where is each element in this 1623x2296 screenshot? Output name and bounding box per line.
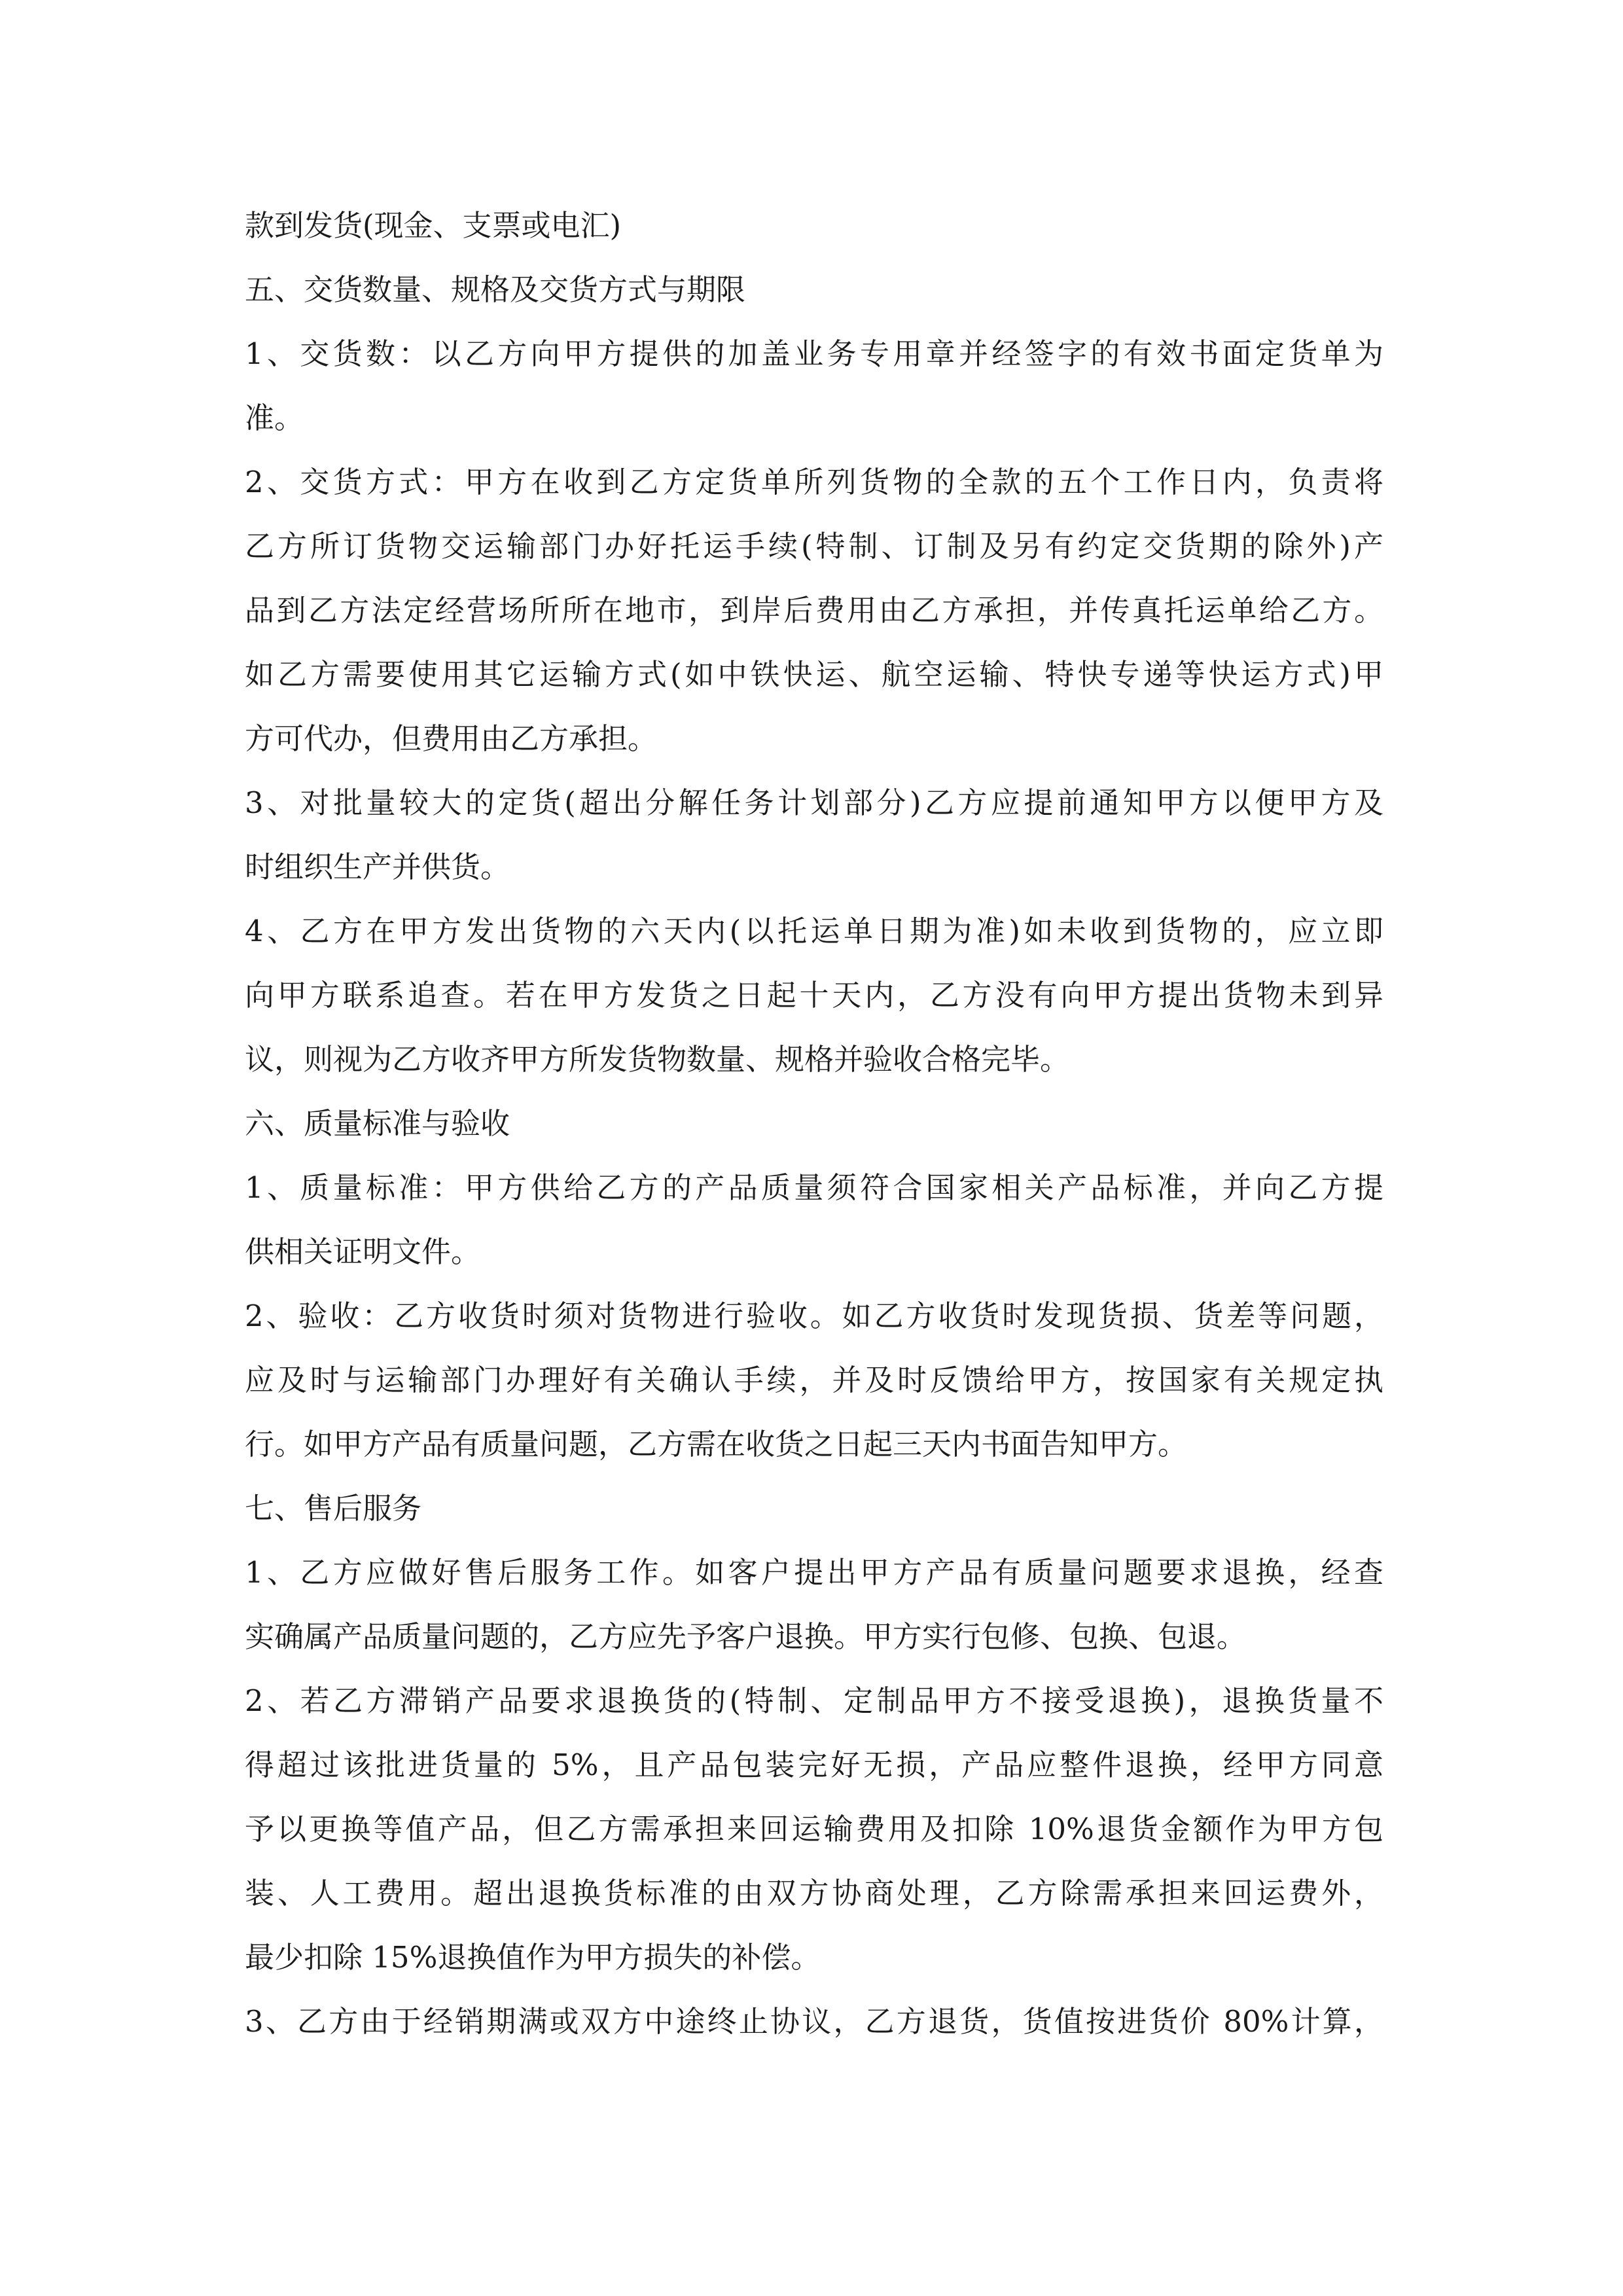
paragraph-line: 准。 — [245, 401, 304, 435]
paragraph-line: 3、乙方由于经销期满或双方中途终止协议，乙方退货，货值按进货价 80%计算， — [245, 2004, 1383, 2039]
paragraph-line: 1、乙方应做好售后服务工作。如客户提出甲方产品有质量问题要求退换，经查 — [245, 1555, 1383, 1590]
paragraph-line: 行。如甲方产品有质量问题，乙方需在收货之日起三天内书面告知甲方。 — [245, 1427, 1188, 1462]
section-heading: 六、质量标准与验收 — [245, 1106, 510, 1141]
paragraph-line: 得超过该批进货量的 5%，且产品包装完好无损，产品应整件退换，经甲方同意 — [245, 1748, 1383, 1782]
paragraph-line: 1、质量标准：甲方供给乙方的产品质量须符合国家相关产品标准，并向乙方提 — [245, 1170, 1383, 1205]
paragraph-line: 方可代办，但费用由乙方承担。 — [245, 721, 658, 756]
paragraph-line: 款到发货(现金、支票或电汇) — [245, 208, 622, 243]
paragraph-line: 2、交货方式：甲方在收到乙方定货单所列货物的全款的五个工作日内，负责将 — [245, 465, 1383, 499]
paragraph-line: 予以更换等值产品，但乙方需承担来回运输费用及扣除 10%退货金额作为甲方包 — [245, 1812, 1383, 1846]
paragraph-line: 2、若乙方滞销产品要求退换货的(特制、定制品甲方不接受退换)，退换货量不 — [245, 1683, 1383, 1718]
paragraph-line: 3、对批量较大的定货(超出分解任务计划部分)乙方应提前通知甲方以便甲方及 — [245, 785, 1383, 820]
paragraph-line: 向甲方联系追查。若在甲方发货之日起十天内，乙方没有向甲方提出货物未到异 — [245, 978, 1383, 1013]
paragraph-line: 实确属产品质量问题的，乙方应先予客户退换。甲方实行包修、包换、包退。 — [245, 1619, 1247, 1654]
section-heading: 七、售后服务 — [245, 1491, 422, 1526]
paragraph-line: 应及时与运输部门办理好有关确认手续，并及时反馈给甲方，按国家有关规定执 — [245, 1363, 1383, 1397]
paragraph-line: 品到乙方法定经营场所所在地市，到岸后费用由乙方承担，并传真托运单给乙方。 — [245, 593, 1383, 628]
paragraph-line: 4、乙方在甲方发出货物的六天内(以托运单日期为准)如未收到货物的，应立即 — [245, 914, 1383, 948]
section-heading: 五、交货数量、规格及交货方式与期限 — [245, 272, 746, 307]
paragraph-line: 乙方所订货物交运输部门办好托运手续(特制、订制及另有约定交货期的除外)产 — [245, 529, 1383, 564]
paragraph-line: 时组织生产并供货。 — [245, 850, 510, 884]
document-body — [245, 194, 1383, 2054]
paragraph-line: 议，则视为乙方收齐甲方所发货物数量、规格并验收合格完毕。 — [245, 1042, 1070, 1077]
paragraph-line: 装、人工费用。超出退换货标准的由双方协商处理，乙方除需承担来回运费外， — [245, 1876, 1383, 1910]
paragraph-line: 最少扣除 15%退换值作为甲方损失的补偿。 — [245, 1940, 821, 1975]
paragraph-line: 如乙方需要使用其它运输方式(如中铁快运、航空运输、特快专递等快运方式)甲 — [245, 657, 1383, 692]
paragraph-line: 1、交货数：以乙方向甲方提供的加盖业务专用章并经签字的有效书面定货单为 — [245, 336, 1383, 371]
paragraph-line: 供相关证明文件。 — [245, 1234, 481, 1269]
paragraph-line: 2、验收：乙方收货时须对货物进行验收。如乙方收货时发现货损、货差等问题， — [245, 1299, 1383, 1333]
